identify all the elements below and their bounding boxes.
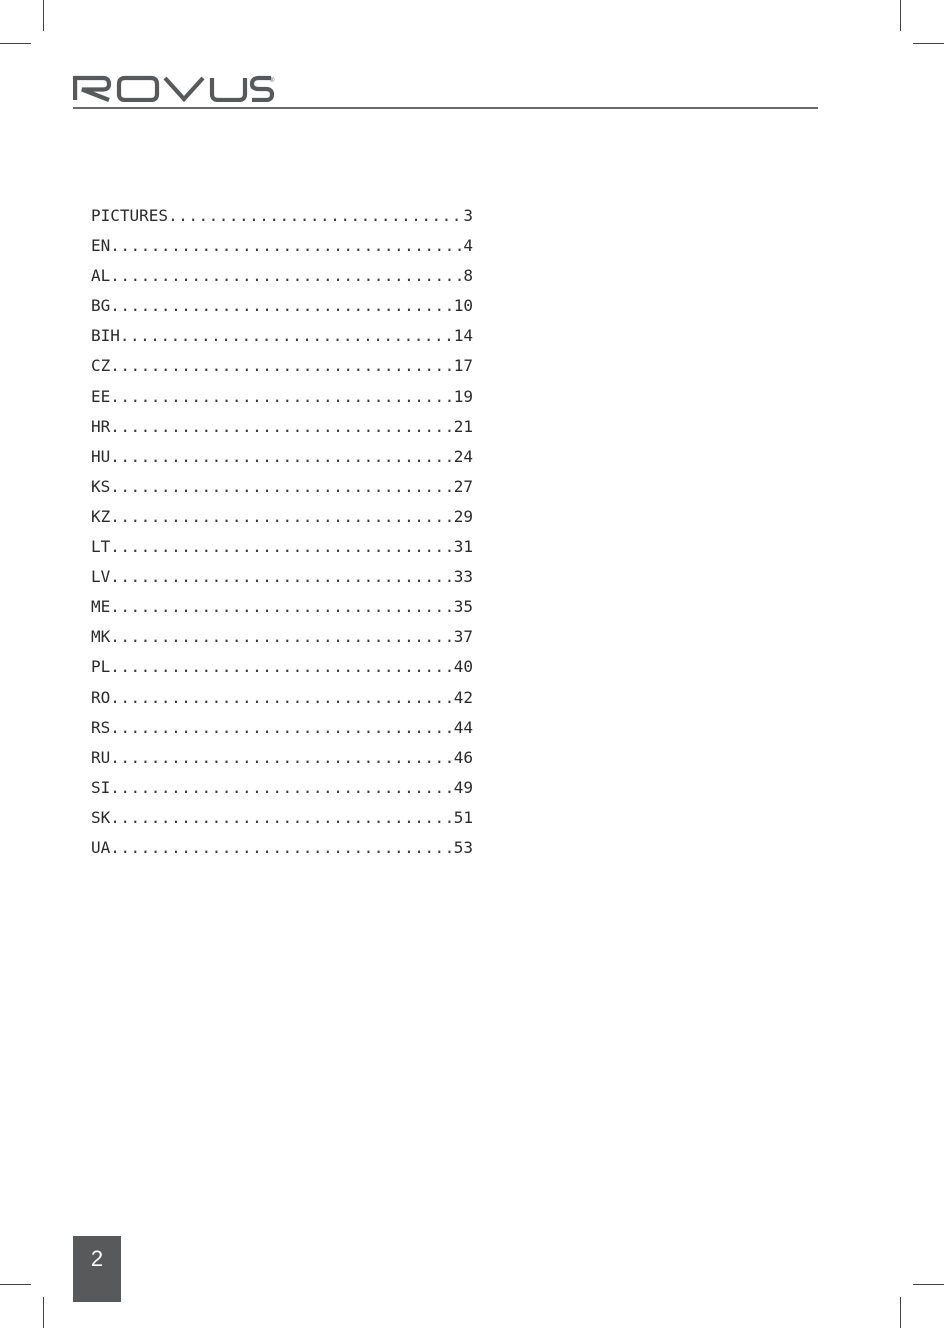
toc-dot-leader bbox=[110, 442, 453, 472]
toc-dot-leader bbox=[110, 622, 453, 652]
registered-mark: ® bbox=[270, 78, 275, 84]
crop-mark-bottom-right-horizontal bbox=[913, 1284, 944, 1285]
toc-entry-page: 27 bbox=[453, 476, 473, 496]
toc-dot-leader bbox=[110, 412, 453, 442]
toc-dot-leader bbox=[110, 291, 453, 321]
toc-dot-leader bbox=[110, 713, 453, 743]
crop-mark-top-left-vertical bbox=[43, 0, 44, 31]
toc-entry-label: RS bbox=[91, 717, 111, 737]
toc-entry-page: 10 bbox=[453, 296, 473, 316]
toc-dot-leader bbox=[168, 201, 463, 231]
toc-entry bbox=[91, 532, 473, 562]
toc-dot-leader bbox=[110, 803, 453, 833]
toc-entry-page: 33 bbox=[453, 567, 473, 587]
toc-entry-page: 46 bbox=[453, 747, 473, 767]
toc-entry-label: SI bbox=[91, 777, 111, 797]
toc-entry-page: 19 bbox=[453, 386, 473, 406]
toc-entry bbox=[91, 382, 473, 412]
header-rule bbox=[73, 107, 818, 109]
toc-entry-page: 17 bbox=[453, 356, 473, 376]
toc-dot-leader bbox=[110, 382, 453, 412]
toc-entry-label: BIH bbox=[91, 326, 120, 346]
toc-entry-page: 53 bbox=[453, 837, 473, 857]
toc-entry bbox=[91, 201, 473, 231]
crop-mark-bottom-left-horizontal bbox=[0, 1284, 31, 1285]
toc-entry bbox=[91, 321, 473, 351]
toc-dot-leader bbox=[110, 351, 453, 381]
toc-entry bbox=[91, 622, 473, 652]
toc-dot-leader bbox=[120, 321, 454, 351]
toc-entry-page: 31 bbox=[453, 537, 473, 557]
toc-entry-label: RO bbox=[91, 687, 111, 707]
toc-dot-leader bbox=[110, 652, 453, 682]
toc-entry bbox=[91, 773, 473, 803]
crop-mark-bottom-left-vertical bbox=[43, 1297, 44, 1328]
toc-entry-label: ME bbox=[91, 597, 111, 617]
toc-entry-page: 4 bbox=[463, 236, 473, 256]
toc-entry-page: 42 bbox=[453, 687, 473, 707]
toc-dot-leader bbox=[110, 592, 453, 622]
toc-entry bbox=[91, 833, 473, 863]
toc-dot-leader bbox=[110, 502, 453, 532]
toc-entry-page: 8 bbox=[463, 266, 473, 286]
crop-mark-top-right-horizontal bbox=[913, 43, 944, 44]
toc-entry-label: PL bbox=[91, 657, 111, 677]
toc-dot-leader bbox=[110, 562, 453, 592]
toc-entry-label: CZ bbox=[91, 356, 111, 376]
toc-entry-label: PICTURES bbox=[91, 206, 169, 225]
toc-entry-page: 37 bbox=[453, 627, 473, 647]
toc-entry-label: AL bbox=[91, 266, 111, 286]
toc-entry-label: EE bbox=[91, 386, 111, 406]
toc-entry bbox=[91, 652, 473, 682]
toc-dot-leader bbox=[110, 231, 463, 261]
toc-entry-label: KS bbox=[91, 476, 111, 496]
toc-entry-page: 49 bbox=[453, 777, 473, 797]
toc-entry-page: 21 bbox=[453, 416, 473, 436]
table-of-contents bbox=[91, 201, 473, 863]
toc-entry bbox=[91, 472, 473, 502]
toc-dot-leader bbox=[110, 261, 463, 291]
toc-entry-label: BG bbox=[91, 296, 111, 316]
toc-entry-page: 44 bbox=[453, 717, 473, 737]
toc-dot-leader bbox=[110, 472, 453, 502]
toc-entry bbox=[91, 291, 473, 321]
toc-entry bbox=[91, 261, 473, 291]
crop-mark-top-left-horizontal bbox=[0, 43, 31, 44]
toc-entry-label: EN bbox=[91, 236, 111, 256]
crop-mark-top-right-vertical bbox=[900, 0, 901, 31]
toc-dot-leader bbox=[110, 833, 453, 863]
toc-entry bbox=[91, 231, 473, 261]
toc-entry-label: UA bbox=[91, 837, 111, 857]
page-number-box bbox=[73, 1236, 121, 1302]
toc-entry bbox=[91, 502, 473, 532]
toc-entry-page: 24 bbox=[453, 446, 473, 466]
toc-entry-label: HR bbox=[91, 416, 111, 436]
toc-entry-label: LV bbox=[91, 567, 111, 587]
toc-entry-label: LT bbox=[91, 537, 111, 557]
page-number: 2 bbox=[90, 1246, 104, 1271]
toc-dot-leader bbox=[110, 743, 453, 773]
toc-dot-leader bbox=[110, 773, 453, 803]
toc-entry bbox=[91, 412, 473, 442]
toc-entry-label: RU bbox=[91, 747, 111, 767]
toc-dot-leader bbox=[110, 683, 453, 713]
toc-entry bbox=[91, 351, 473, 381]
toc-entry-page: 29 bbox=[453, 506, 473, 526]
toc-entry-page: 14 bbox=[453, 326, 473, 346]
toc-entry-label: KZ bbox=[91, 506, 111, 526]
toc-dot-leader bbox=[110, 532, 453, 562]
toc-entry-label: SK bbox=[91, 807, 111, 827]
toc-entry-page: 51 bbox=[453, 807, 473, 827]
toc-entry bbox=[91, 562, 473, 592]
toc-entry-page: 40 bbox=[453, 657, 473, 677]
toc-entry bbox=[91, 683, 473, 713]
crop-mark-bottom-right-vertical bbox=[900, 1297, 901, 1328]
toc-entry-page: 3 bbox=[463, 206, 473, 225]
toc-entry-label: MK bbox=[91, 627, 111, 647]
toc-entry bbox=[91, 803, 473, 833]
rovus-logo bbox=[73, 74, 275, 102]
toc-entry bbox=[91, 743, 473, 773]
toc-entry bbox=[91, 442, 473, 472]
toc-entry-page: 35 bbox=[453, 597, 473, 617]
toc-entry bbox=[91, 592, 473, 622]
toc-entry-label: HU bbox=[91, 446, 111, 466]
toc-entry bbox=[91, 713, 473, 743]
